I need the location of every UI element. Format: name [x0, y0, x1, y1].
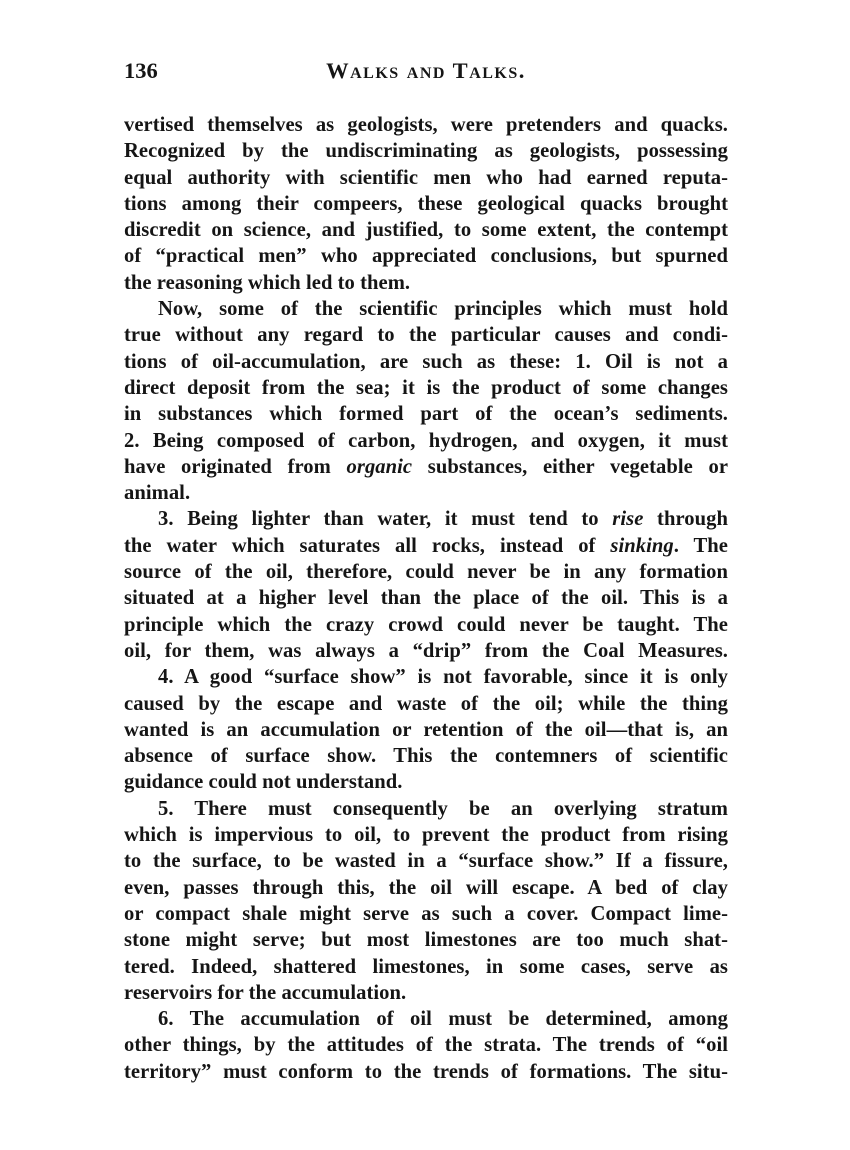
italic-word: sinking [610, 534, 674, 557]
text-segment: . The [673, 534, 728, 557]
running-head: Walks and Talks. [326, 58, 526, 83]
paragraph-2-line: animal. [124, 482, 191, 505]
paragraph-3-line: source of the oil, therefore, could never be in any formation [124, 561, 728, 584]
paragraph-3-line: situated at a higher level than the place of the oil. This is a [124, 587, 728, 610]
italic-word: rise [612, 508, 644, 531]
paragraph-2-line: direct deposit from the sea; it is the product of some changes [124, 376, 728, 399]
paragraph-5-line: tered. Indeed, shattered limestones, in some cases, serve as [124, 955, 728, 978]
paragraph-3-line-sinking [124, 533, 728, 559]
paragraph-2-line-organic [124, 454, 728, 480]
paragraph-1-line: tions among their compeers, these geological quacks brought [124, 192, 728, 215]
book-page [124, 56, 728, 1085]
paragraph-2-line: Now, some of the scientific principles which must hold [158, 298, 728, 321]
text-segment: 3. Being lighter than water, it must tend to [158, 508, 613, 531]
paragraph-4-line: guidance could not understand. [124, 771, 403, 794]
text-segment: the water which saturates all rocks, instead of [124, 534, 611, 557]
paragraph-3-line-rise [124, 506, 728, 532]
paragraph-5-line: 5. There must consequently be an overlying stratum [158, 797, 728, 820]
paragraph-5-line: even, passes through this, the oil will escape. A bed of clay [124, 876, 728, 899]
paragraph-3-line: oil, for them, was always a “drip” from the Coal Measures. [124, 639, 728, 662]
paragraph-1-line: vertised themselves as geologists, were pretenders and quacks. [124, 114, 728, 136]
paragraph-2-line: 2. Being composed of carbon, hydrogen, and oxygen, it must [124, 429, 728, 452]
paragraph-5-line: which is impervious to oil, to prevent the product from rising [124, 824, 728, 847]
paragraph-5-line: stone might serve; but most limestones are too much shat- [124, 929, 728, 952]
paragraph-1-line: Recognized by the undiscriminating as geologists, possessing [124, 140, 728, 163]
paragraph-6-line: territory” must conform to the trends of formations. The situ- [124, 1060, 728, 1083]
paragraph-6-line: other things, by the attitudes of the strata. The trends of “oil [124, 1034, 728, 1057]
text-segment: substances, either vegetable or [427, 455, 729, 478]
paragraph-1-line: of “practical men” who appreciated conclusions, but spurned [124, 245, 728, 268]
paragraph-2-line: true without any regard to the particular causes and condi- [124, 324, 728, 347]
paragraph-4-line: absence of surface show. This the contemners of scientific [124, 745, 728, 768]
text-segment: have originated from [124, 455, 347, 478]
paragraph-4-line: caused by the escape and waste of the oil; while the thing [124, 692, 728, 715]
paragraph-3-line: principle which the crazy crowd could never be taught. The [124, 613, 728, 636]
paragraph-1-line: the reasoning which led to them. [124, 271, 411, 294]
paragraph-2-line: tions of oil-accumulation, are such as these: 1. Oil is not a [124, 350, 728, 373]
body-text [124, 112, 728, 1085]
paragraph-4-line: wanted is an accumulation or retention of the oil—that is, an [124, 718, 728, 741]
paragraph-2-line: in substances which formed part of the ocean’s sediments. [124, 403, 728, 426]
paragraph-6-line: 6. The accumulation of oil must be determined, among [158, 1008, 728, 1031]
paragraph-4-line: 4. A good “surface show” is not favorable, since it is only [158, 666, 728, 689]
page-header [124, 56, 728, 90]
paragraph-5-line: to the surface, to be wasted in a “surface show.” If a fissure, [124, 850, 728, 873]
text-segment: through [643, 508, 728, 531]
paragraph-1-line: equal authority with scientific men who had earned reputa- [124, 166, 728, 189]
paragraph-5-line: or compact shale might serve as such a cover. Compact lime- [124, 902, 728, 925]
page-number: 136 [124, 58, 158, 83]
paragraph-5-line: reservoirs for the accumulation. [124, 981, 407, 1004]
paragraph-1-line: discredit on science, and justified, to some extent, the contempt [124, 219, 728, 242]
italic-word: organic [346, 455, 413, 478]
